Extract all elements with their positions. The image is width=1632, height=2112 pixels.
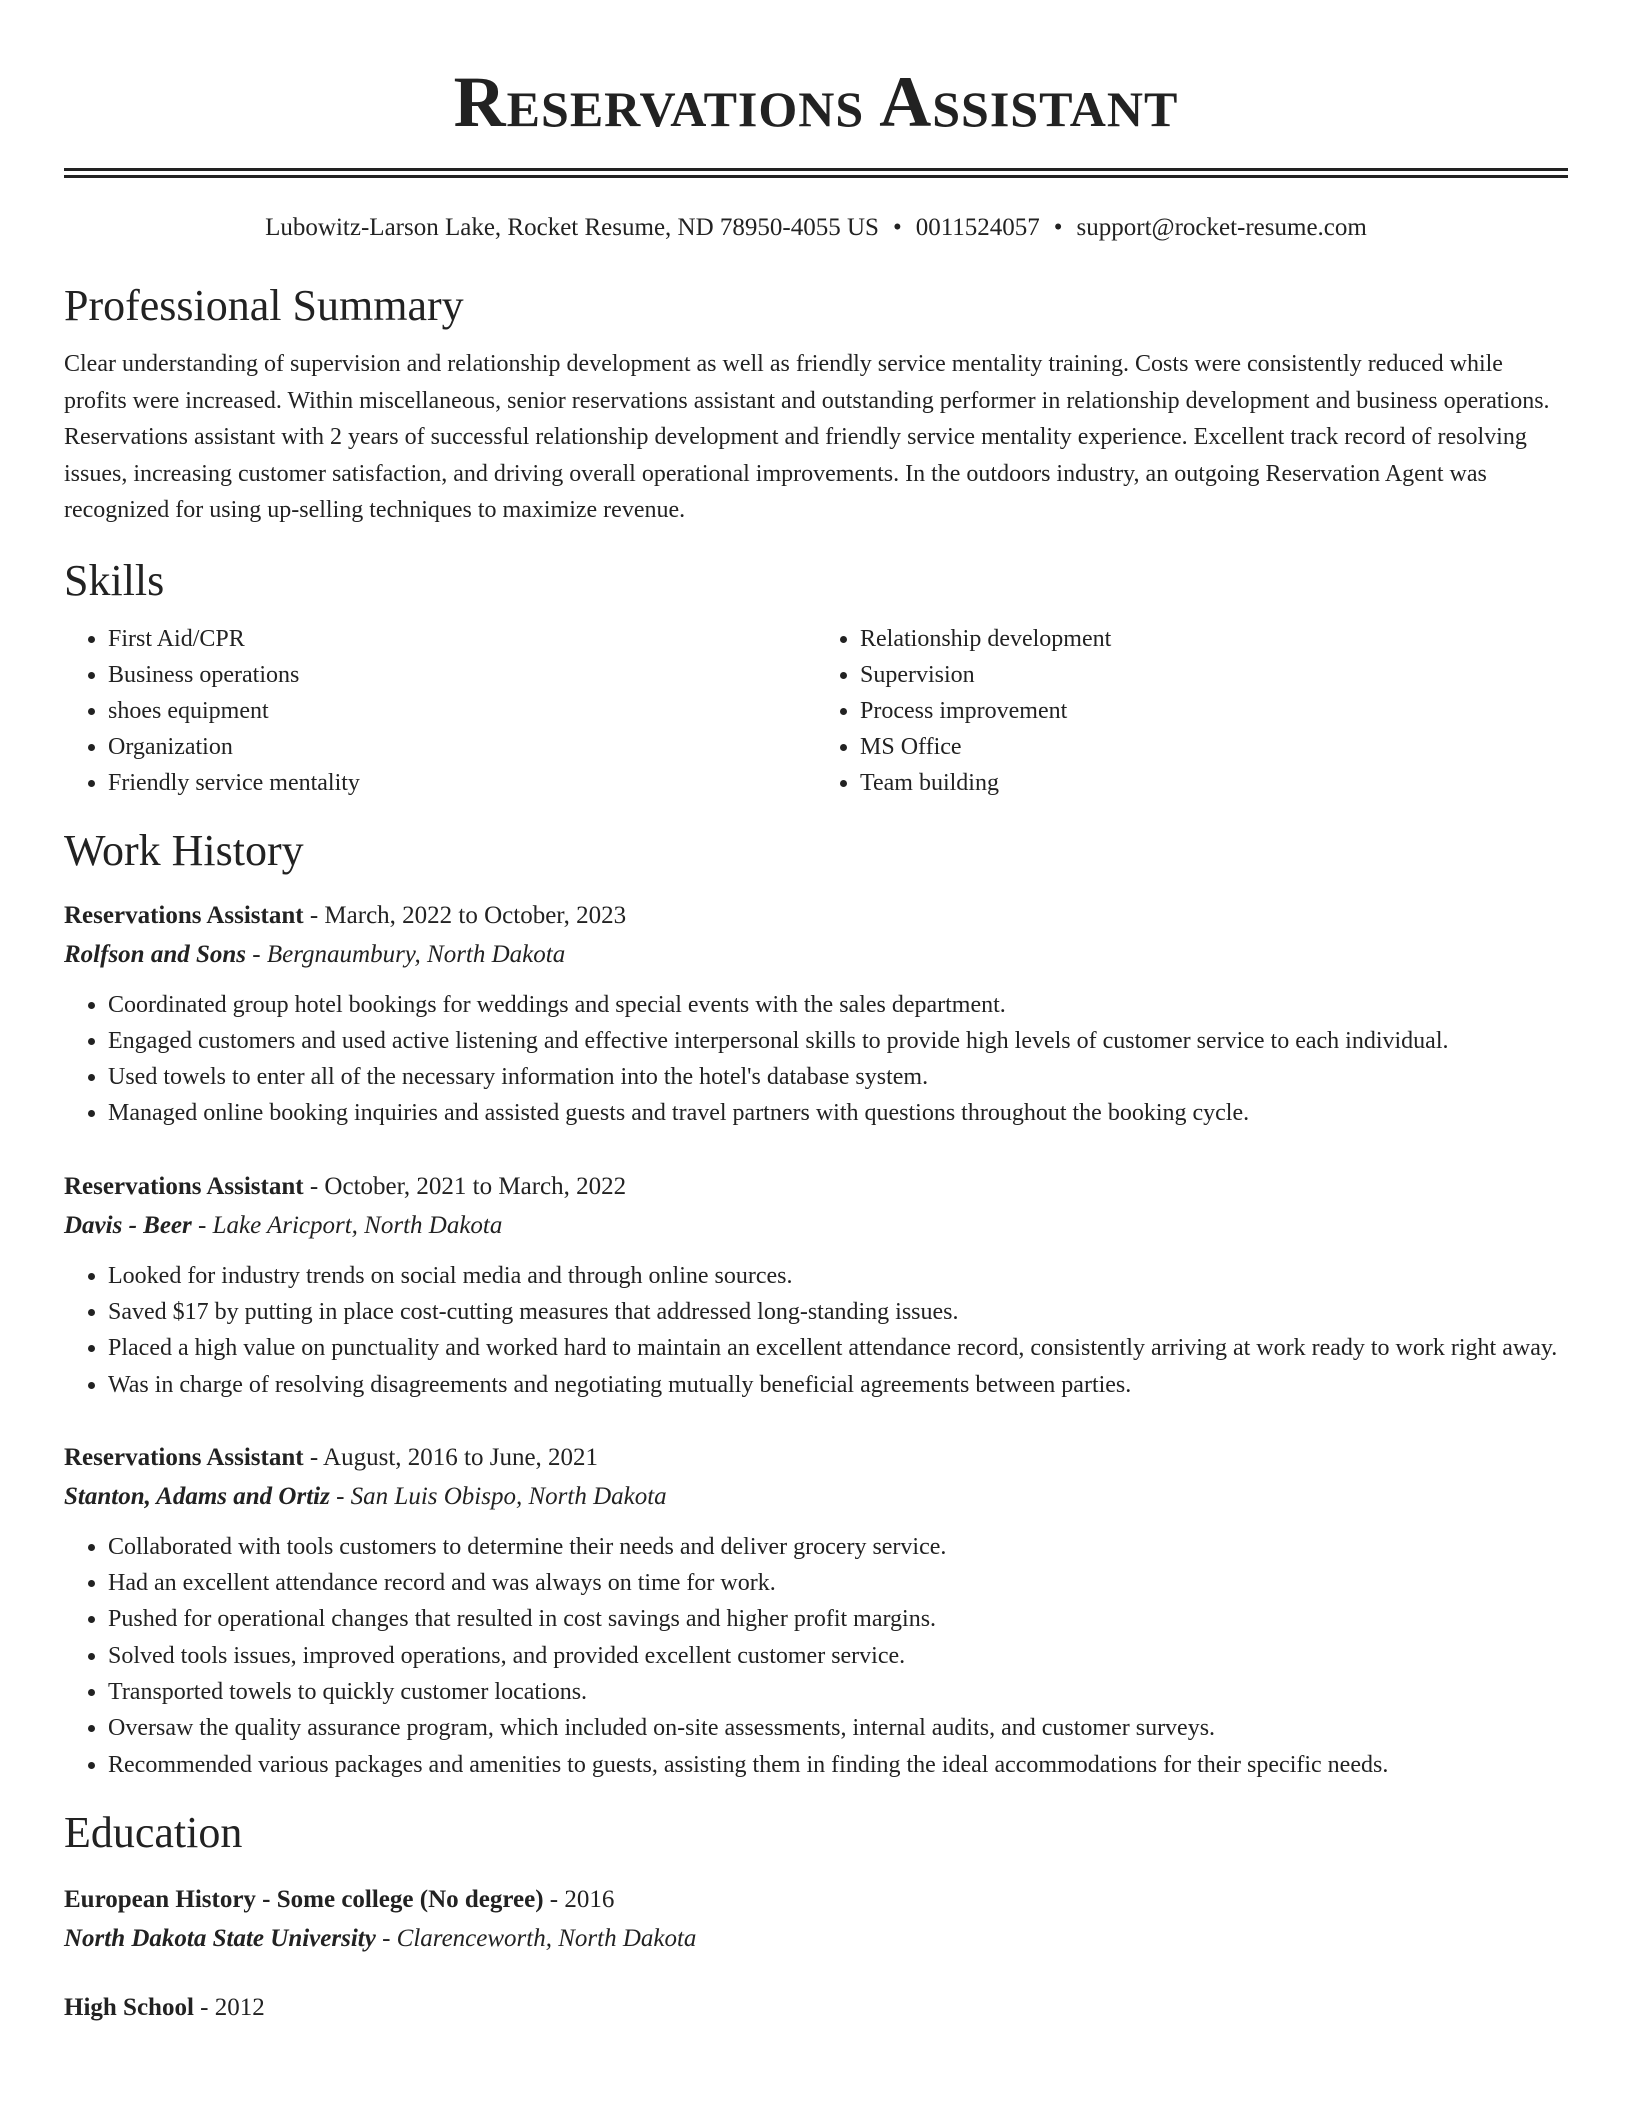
job-bullet: • Used towels to enter all of the necessary information into the hotel's database system. bbox=[108, 1059, 1568, 1095]
job-heading bbox=[64, 1168, 1568, 1206]
company-name: Davis - Beer bbox=[64, 1211, 192, 1239]
job-entry bbox=[64, 897, 1568, 1132]
job-bullet: • Was in charge of resolving disagreements and negotiating mutually beneficial agreements between parties. bbox=[108, 1367, 1568, 1403]
education-year: - 2016 bbox=[543, 1885, 615, 1913]
education-entry bbox=[64, 1989, 1568, 2027]
contact-line bbox=[64, 212, 1568, 244]
job-bullet: • Collaborated with tools customers to determine their needs and deliver grocery service. bbox=[108, 1529, 1568, 1565]
work-history-section bbox=[64, 825, 1568, 1783]
skill-item: • Friendly service mentality bbox=[108, 765, 816, 801]
job-heading bbox=[64, 897, 1568, 935]
job-bullets bbox=[64, 1529, 1568, 1783]
job-bullet: • Managed online booking inquiries and assisted guests and travel partners with questions throughout the booking cycle. bbox=[108, 1095, 1568, 1131]
job-employer bbox=[64, 935, 1568, 975]
education-year: - 2012 bbox=[193, 1993, 265, 2021]
skills-list-left bbox=[64, 621, 816, 801]
company-location: - San Luis Obispo, North Dakota bbox=[329, 1482, 667, 1510]
company-name: Rolfson and Sons bbox=[64, 940, 247, 968]
job-bullet: • Placed a high value on punctuality and worked hard to maintain an excellent attendance record, consistently arriving at work ready to work right away. bbox=[108, 1330, 1568, 1366]
job-bullet: • Coordinated group hotel bookings for weddings and special events with the sales department. bbox=[108, 987, 1568, 1023]
skill-item: • Process improvement bbox=[860, 693, 1568, 729]
education-heading bbox=[64, 1881, 1568, 1919]
job-bullet: • Looked for industry trends on social media and through online sources. bbox=[108, 1258, 1568, 1294]
company-location: - Lake Aricport, North Dakota bbox=[191, 1211, 503, 1239]
education-school bbox=[64, 1919, 1568, 1959]
skills-section bbox=[64, 555, 1568, 801]
school-location: - Clarenceworth, North Dakota bbox=[375, 1924, 697, 1952]
job-bullet: • Transported towels to quickly customer locations. bbox=[108, 1674, 1568, 1710]
job-title: Reservations Assistant bbox=[64, 1172, 304, 1200]
job-bullet: • Recommended various packages and amenities to guests, assisting them in finding the ideal accommodations for their specific needs. bbox=[108, 1747, 1568, 1783]
company-location: - Bergnaumbury, North Dakota bbox=[246, 940, 566, 968]
job-bullet: • Oversaw the quality assurance program, which included on-site assessments, internal audits, and customer surveys. bbox=[108, 1710, 1568, 1746]
skill-item: • Supervision bbox=[860, 657, 1568, 693]
contact-address: Lubowitz-Larson Lake, Rocket Resume, ND 78950-4055 US bbox=[265, 214, 879, 241]
skill-item: • First Aid/CPR bbox=[108, 621, 816, 657]
skill-item: • Organization bbox=[108, 729, 816, 765]
job-bullet: • Pushed for operational changes that resulted in cost savings and higher profit margins. bbox=[108, 1601, 1568, 1637]
skill-item: • Relationship development bbox=[860, 621, 1568, 657]
job-heading bbox=[64, 1439, 1568, 1477]
separator-dot: • bbox=[892, 214, 902, 241]
education-heading bbox=[64, 1989, 1568, 2027]
degree-name: European History - Some college (No degree) bbox=[64, 1885, 544, 1913]
section-title-skills: Skills bbox=[64, 555, 165, 605]
section-title-education: Education bbox=[64, 1807, 243, 1857]
job-dates: - August, 2016 to June, 2021 bbox=[303, 1443, 599, 1471]
job-title: Reservations Assistant bbox=[64, 1443, 304, 1471]
skill-item: • Business operations bbox=[108, 657, 816, 693]
job-entry bbox=[64, 1168, 1568, 1403]
job-bullet: • Solved tools issues, improved operations, and provided excellent customer service. bbox=[108, 1638, 1568, 1674]
education-section bbox=[64, 1807, 1568, 2027]
job-entry bbox=[64, 1439, 1568, 1783]
school-name: North Dakota State University bbox=[64, 1924, 376, 1952]
resume-name: Reservations Assistant bbox=[453, 62, 1179, 142]
header-divider bbox=[64, 168, 1568, 178]
job-bullet: • Engaged customers and used active listening and effective interpersonal skills to provide high levels of customer service to each individual. bbox=[108, 1023, 1568, 1059]
section-title-work-history: Work History bbox=[64, 825, 304, 875]
job-bullet: • Had an excellent attendance record and was always on time for work. bbox=[108, 1565, 1568, 1601]
job-employer bbox=[64, 1206, 1568, 1246]
skill-item: • Team building bbox=[860, 765, 1568, 801]
professional-summary-section bbox=[64, 280, 1568, 529]
job-bullets bbox=[64, 987, 1568, 1132]
skills-columns bbox=[64, 621, 1568, 801]
job-dates: - March, 2022 to October, 2023 bbox=[303, 901, 627, 929]
skill-item: • shoes equipment bbox=[108, 693, 816, 729]
skills-list-right bbox=[816, 621, 1568, 801]
skill-item: • MS Office bbox=[860, 729, 1568, 765]
section-title-summary: Professional Summary bbox=[64, 281, 464, 330]
contact-phone: 0011524057 bbox=[915, 214, 1040, 241]
job-title: Reservations Assistant bbox=[64, 901, 304, 929]
separator-dot: • bbox=[1053, 214, 1063, 241]
education-entry bbox=[64, 1881, 1568, 1959]
job-employer bbox=[64, 1477, 1568, 1517]
summary-text: Clear understanding of supervision and relationship development as well as friendly service mentality training. Costs were consistently reduced while profits were increased. Within miscellaneous, senior reservations assistant and outstanding performer in relationship development and business operations. Reservations assistant with 2 years of successful relationship development and friendly service mentality experience. Excellent track record of resolving issues, increasing customer satisfaction, and driving overall operational improvements. In the outdoors industry, an outgoing Reservation Agent was recognized for using up-selling techniques to maximize revenue. bbox=[64, 351, 1550, 523]
contact-email: support@rocket-resume.com bbox=[1076, 214, 1367, 241]
degree-name: High School bbox=[64, 1993, 194, 2021]
job-bullet: • Saved $17 by putting in place cost-cutting measures that addressed long-standing issues. bbox=[108, 1294, 1568, 1330]
job-dates: - October, 2021 to March, 2022 bbox=[303, 1172, 627, 1200]
company-name: Stanton, Adams and Ortiz bbox=[64, 1482, 330, 1510]
job-bullets bbox=[64, 1258, 1568, 1403]
